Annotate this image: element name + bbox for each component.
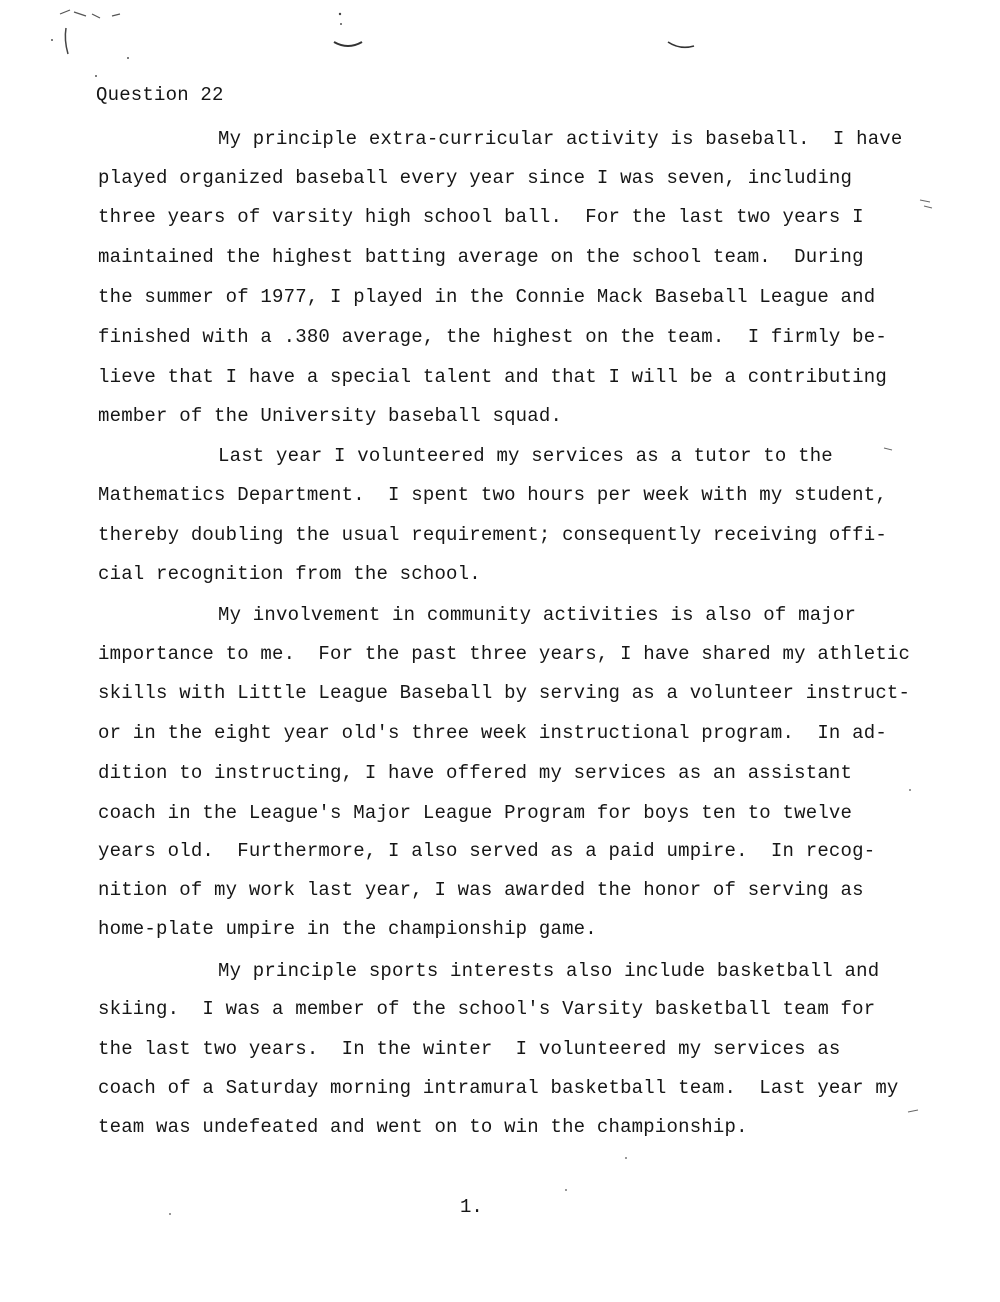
paragraph-1-line-5: the summer of 1977, I played in the Connie Mack Baseball League and xyxy=(98,286,876,308)
paragraph-4-line-2: skiing. I was a member of the school's Varsity basketball team for xyxy=(98,998,876,1020)
question-heading: Question 22 xyxy=(96,84,224,106)
paragraph-3-line-6: coach in the League's Major League Program for boys ten to twelve xyxy=(98,802,853,824)
paragraph-4-line-1: My principle sports interests also include basketball and xyxy=(218,960,880,982)
paragraph-1-line-7: lieve that I have a special talent and that I will be a contributing xyxy=(98,366,887,388)
paragraph-4-line-4: coach of a Saturday morning intramural basketball team. Last year my xyxy=(98,1077,899,1099)
paragraph-3-line-5: dition to instructing, I have offered my services as an assistant xyxy=(98,762,853,784)
paragraph-2-line-3: thereby doubling the usual requirement; consequently receiving offi- xyxy=(98,524,887,546)
paragraph-3-line-4: or in the eight year old's three week instructional program. In ad- xyxy=(98,722,887,744)
paragraph-3-line-3: skills with Little League Baseball by serving as a volunteer instruct- xyxy=(98,682,911,704)
paragraph-2-line-4: cial recognition from the school. xyxy=(98,563,481,585)
paragraph-1-line-6: finished with a .380 average, the highest on the team. I firmly be- xyxy=(98,326,887,348)
paragraph-3-line-9: home-plate umpire in the championship game. xyxy=(98,918,597,940)
paragraph-4-line-3: the last two years. In the winter I volunteered my services as xyxy=(98,1038,841,1060)
paragraph-4-line-5: team was undefeated and went on to win the championship. xyxy=(98,1116,748,1138)
paragraph-3-line-1: My involvement in community activities is also of major xyxy=(218,604,857,626)
paragraph-3-line-2: importance to me. For the past three years, I have shared my athletic xyxy=(98,643,911,665)
paragraph-2-line-2: Mathematics Department. I spent two hours per week with my student, xyxy=(98,484,887,506)
paragraph-3-line-8: nition of my work last year, I was awarded the honor of serving as xyxy=(98,879,864,901)
paragraph-1-line-2: played organized baseball every year since I was seven, including xyxy=(98,167,853,189)
paragraph-1-line-8: member of the University baseball squad. xyxy=(98,405,563,427)
paragraph-1-line-1: My principle extra-curricular activity is baseball. I have xyxy=(218,128,903,150)
paragraph-3-line-7: years old. Furthermore, I also served as a paid umpire. In recog- xyxy=(98,840,876,862)
paragraph-1-line-3: three years of varsity high school ball. For the last two years I xyxy=(98,206,864,228)
paragraph-1-line-4: maintained the highest batting average on the school team. During xyxy=(98,246,864,268)
page-number: 1. xyxy=(460,1196,483,1218)
paragraph-2-line-1: Last year I volunteered my services as a tutor to the xyxy=(218,445,833,467)
